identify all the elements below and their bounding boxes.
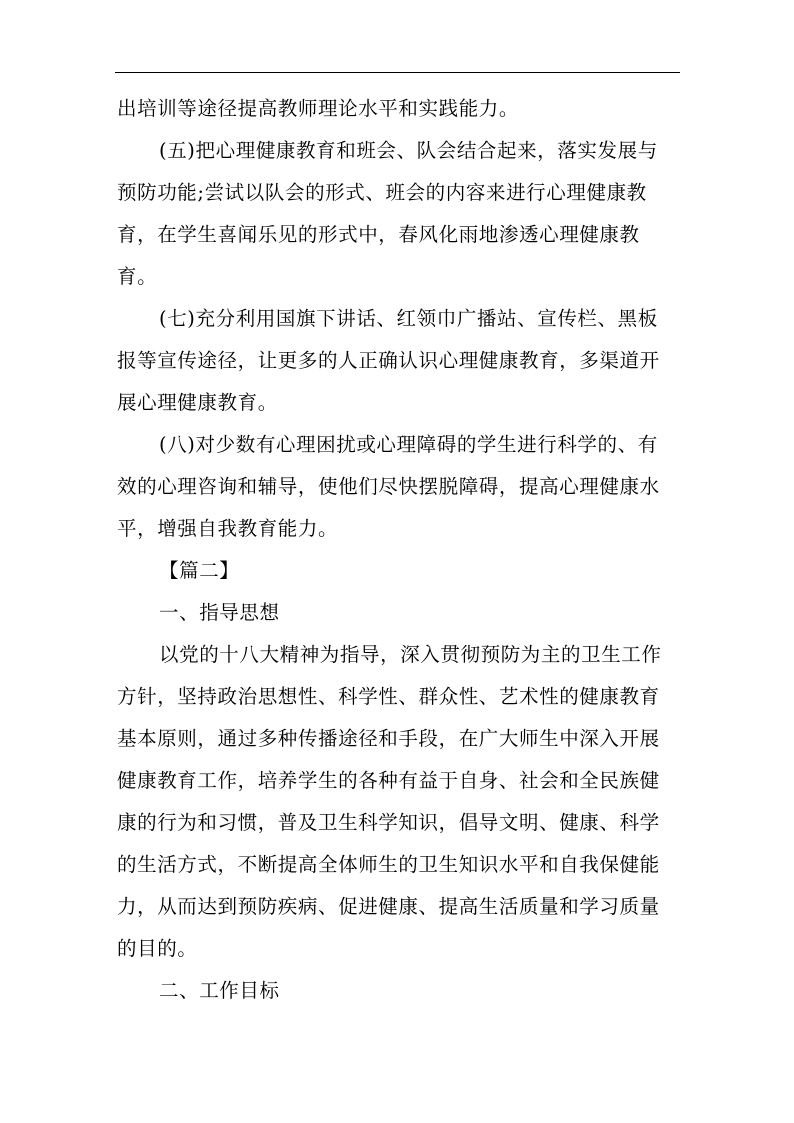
section-heading-guiding-ideology: 一、指导思想 xyxy=(159,601,280,624)
header-rule xyxy=(115,72,680,73)
paragraph-item-8: (八)对少数有心理困扰或心理障碍的学生进行科学的、有效的心理咨询和辅导，使他们尽快摆脱障碍，提高心理健康水平，增强自我教育能力。 xyxy=(117,433,660,540)
paragraph-item-7: (七)充分利用国旗下讲话、红领巾广播站、宣传栏、黑板报等宣传途径，让更多的人正确认识心理健康教育，多渠道开展心理健康教育。 xyxy=(117,307,660,414)
paragraph-continuation: 出培训等途径提高教师理论水平和实践能力。 xyxy=(117,97,520,120)
paragraph-item-5: (五)把心理健康教育和班会、队会结合起来，落实发展与预防功能;尝试以队会的形式、班会的内容来进行心理健康教育，在学生喜闻乐见的形式中，春风化雨地渗透心理健康教育。 xyxy=(117,139,658,288)
paragraph-guiding-ideology: 以党的十八大精神为指导，深入贯彻预防为主的卫生工作方针，坚持政治思想性、科学性、群众性、艺术性的健康教育基本原则，通过多种传播途径和手段，在广大师生中深入开展健康教育工作，培养学生的各种有益于自身、社会和全民族健康的行为和习惯，普及卫生科学知识，倡导文明、健康、科学的生活方式，不断提高全体师生的卫生知识水平和自我保健能力，从而达到预防疾病、促进健康、提高生活质量和学习质量的目的。 xyxy=(117,643,662,960)
document-body xyxy=(117,88,677,1012)
section-heading-part-two: 【篇二】 xyxy=(159,559,240,582)
section-heading-work-goals: 二、工作目标 xyxy=(159,979,280,1002)
